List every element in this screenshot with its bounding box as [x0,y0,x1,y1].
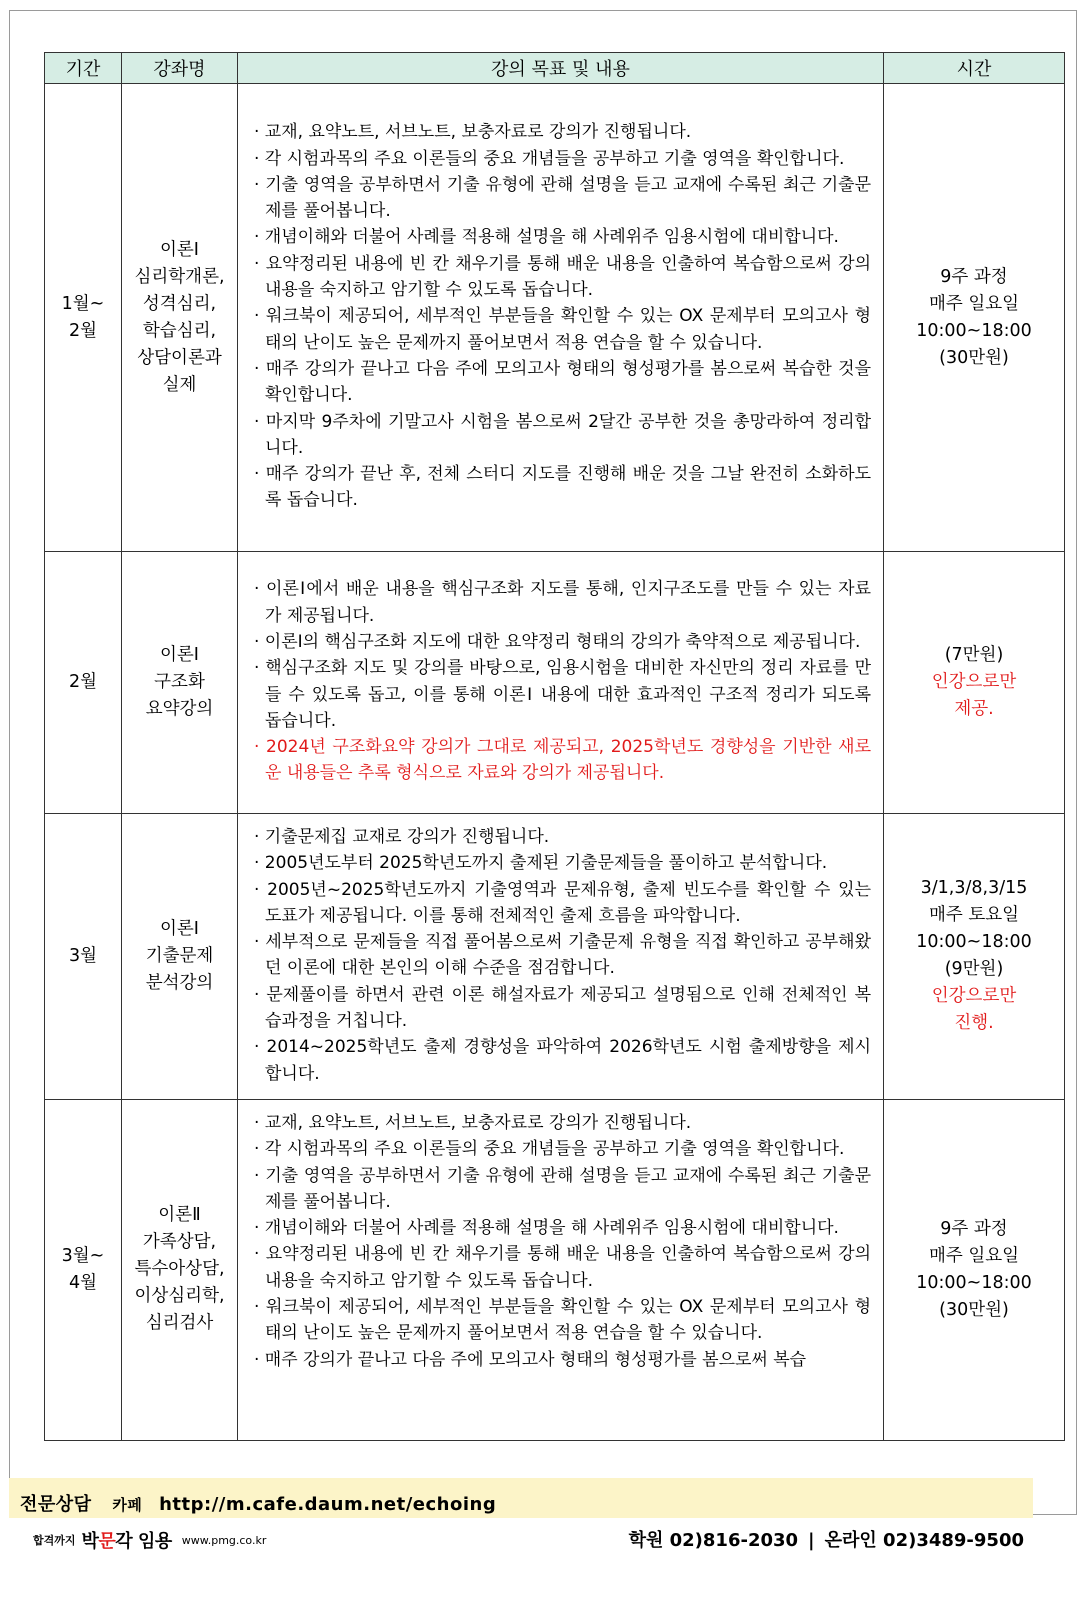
time-text: 매주 일요일 [928,1245,1020,1266]
header-time: 시간 [884,53,1065,84]
content-bullet: · 2005년도부터 2025학년도까지 출제된 기출문제들을 풀이하고 분석합니다. [254,853,828,874]
content-cell [238,84,884,552]
course-text: 요약강의 [145,699,214,719]
period-text: 2월 [68,320,98,341]
content-bullet: · 워크북이 제공되어, 세부적인 부분들을 확인할 수 있는 OX 문제부터 모의고사 형태의 난이도 높은 문제까지 풀어보면서 적용 연습을 할 수 있습니다. [254,1297,871,1344]
content-bullet: · 문제풀이를 하면서 관련 이론 해설자료가 제공되고 설명됨으로 인해 전체적인 복습과정을 거칩니다. [254,984,871,1032]
publisher-logo [33,1527,266,1553]
period-cell [45,814,122,1100]
time-text: 매주 일요일 [928,293,1020,314]
course-text: 구조화 [154,672,205,692]
time-note: 제공. [954,699,994,719]
period-cell [45,84,122,552]
content-bullet: · 개념이해와 더불어 사례를 적용해 설명을 해 사례위주 임용시험에 대비합니다. [254,227,839,248]
course-text: 이론Ⅰ [160,645,199,665]
logo-char: 박 [81,1531,99,1552]
contact-numbers [629,1526,1024,1552]
time-note: 진행. [954,1013,994,1034]
period-text: 4월 [68,1272,98,1293]
time-cell [884,1099,1065,1440]
course-text: 심리검사 [145,1313,214,1334]
content-bullet: · 매주 강의가 끝난 후, 전체 스터디 지도를 진행해 배운 것을 그날 완전히 소화하도록 돕습니다. [254,464,871,511]
schedule-table [44,52,1065,1441]
consult-label: 전문상담 [20,1494,92,1515]
period-text: 2월 [68,672,98,692]
content-cell [238,814,884,1100]
logo-char-accent: 문 [98,1531,116,1552]
course-text: 이론Ⅰ [160,239,199,260]
time-note: 인강으로만 [931,672,1017,692]
content-cell [238,552,884,814]
header-content: 강의 목표 및 내용 [238,53,884,84]
course-text: 특수아상담, [134,1259,225,1280]
content-bullet: · 이론Ⅰ의 핵심구조화 지도에 대한 요약정리 형태의 강의가 축약적으로 제공됩니다. [254,631,861,652]
content-bullet: · 매주 강의가 끝나고 다음 주에 모의고사 형태의 형성평가를 봄으로써 복습 [254,1349,807,1370]
time-text: 3/1,3/8,3/15 [920,878,1028,899]
header-period: 기간 [45,53,122,84]
consult-line [20,1490,496,1516]
cafe-label: 카페 [112,1496,143,1514]
table-row [45,814,1065,1100]
time-text: (7만원) [944,645,1004,665]
period-text: 3월 [68,945,98,966]
time-cell [884,552,1065,814]
time-text: 매주 토요일 [928,905,1020,926]
time-cell [884,814,1065,1100]
content-cell [238,1099,884,1440]
course-text: 성격심리, [142,293,217,314]
course-text: 심리학개론, [134,266,225,287]
content-bullet: · 매주 강의가 끝나고 다음 주에 모의고사 형태의 형성평가를 봄으로써 복습한 것을 확인합니다. [254,358,871,406]
course-text: 학습심리, [142,320,217,341]
period-text: 3월~ [61,1245,105,1266]
time-text: 9주 과정 [940,266,1008,287]
cafe-link[interactable]: http://m.cafe.daum.net/echoing [159,1494,497,1515]
logo-wordmark [82,1527,172,1553]
logo-tagline: 합격까지 [33,1534,76,1547]
time-cell [884,84,1065,552]
content-bullet: · 세부적으로 문제들을 직접 풀어봄으로써 기출문제 유형을 직접 확인하고 공부해왔던 이론에 대한 본인의 이해 수준을 점검합니다. [254,932,871,979]
content-bullet: · 기출 영역을 공부하면서 기출 유형에 관해 설명을 듣고 교재에 수록된 최근 기출문제를 풀어봅니다. [254,1165,871,1212]
time-text: 10:00~18:00 [916,320,1032,341]
content-bullet: · 교재, 요약노트, 서브노트, 보충자료로 강의가 진행됩니다. [254,1112,692,1133]
time-text: 10:00~18:00 [916,932,1032,953]
content-bullet: · 2005년~2025학년도까지 기출영역과 문제유형, 출제 빈도수를 확인할 수 있는 도표가 제공됩니다. 이를 통해 전체적인 출제 흐름을 파악합니다. [254,879,871,926]
content-bullet: · 이론Ⅰ에서 배운 내용을 핵심구조화 지도를 통해, 인지구조도를 만들 수 있는 자료가 제공됩니다. [254,579,871,626]
period-cell [45,1099,122,1440]
content-bullet: · 워크북이 제공되어, 세부적인 부분들을 확인할 수 있는 OX 문제부터 모의고사 형태의 난이도 높은 문제까지 풀어보면서 적용 연습을 할 수 있습니다. [254,306,871,353]
course-cell [122,814,238,1100]
course-cell [122,84,238,552]
course-text: 분석강의 [145,972,214,993]
content-bullet: · 기출 영역을 공부하면서 기출 유형에 관해 설명을 듣고 교재에 수록된 최근 기출문제를 풀어봅니다. [254,174,871,222]
table-row [45,1099,1065,1440]
course-cell [122,1099,238,1440]
period-cell [45,552,122,814]
logo-suffix: 임용 [132,1531,172,1552]
course-text: 기출문제 [145,945,214,966]
time-text: (30만원) [939,1299,1009,1320]
course-text: 이론Ⅱ [158,1205,201,1226]
time-text: 9주 과정 [940,1218,1008,1239]
time-note: 인강으로만 [931,986,1017,1007]
content-bullet: · 2014~2025학년도 출제 경향성을 파악하여 2026학년도 시험 출제방향을 제시합니다. [254,1037,871,1084]
time-text: (9만원) [944,959,1004,980]
course-text: 이상심리학, [134,1286,225,1307]
time-text: 10:00~18:00 [916,1272,1032,1293]
course-text: 상담이론과 [137,347,222,368]
content-bullet: · 교재, 요약노트, 서브노트, 보충자료로 강의가 진행됩니다. [254,122,692,143]
course-text: 이론Ⅰ [160,918,199,939]
time-text: (30만원) [939,347,1009,368]
table-row [45,552,1065,814]
content-bullet: · 요약정리된 내용에 빈 칸 채우기를 통해 배운 내용을 인출하여 복습함으로써 강의 내용을 숙지하고 암기할 수 있도록 돕습니다. [254,1244,871,1291]
academy-phone: 학원 02)816-2030 [628,1530,799,1551]
content-bullet: · 마지막 9주차에 기말고사 시험을 봄으로써 2달간 공부한 것을 총망라하여 정리합니다. [254,411,871,458]
content-bullet: · 각 시험과목의 주요 이론들의 중요 개념들을 공부하고 기출 영역을 확인합니다. [254,148,845,169]
table-header-row [45,53,1065,84]
content-bullet: · 기출문제집 교재로 강의가 진행됩니다. [254,827,550,847]
logo-char: 각 [115,1531,133,1552]
content-bullet: · 개념이해와 더불어 사례를 적용해 설명을 해 사례위주 임용시험에 대비합니다. [254,1218,839,1239]
content-bullet-highlight: · 2024년 구조화요약 강의가 그대로 제공되고, 2025학년도 경향성을 기반한 새로운 내용들은 추록 형식으로 자료와 강의가 제공됩니다. [254,737,871,784]
logo-url[interactable]: www.pmg.co.kr [181,1533,267,1547]
course-text: 가족상담, [142,1232,217,1253]
header-course: 강좌명 [122,53,238,84]
course-cell [122,552,238,814]
table-row [45,84,1065,552]
contact-separator: | [808,1530,815,1551]
period-text: 1월~ [61,293,105,314]
course-text: 실제 [162,374,197,395]
online-phone: 온라인 02)3489-9500 [824,1530,1024,1551]
content-bullet: · 각 시험과목의 주요 이론들의 중요 개념들을 공부하고 기출 영역을 확인합니다. [254,1139,845,1160]
content-bullet: · 핵심구조화 지도 및 강의를 바탕으로, 임용시험을 대비한 자신만의 정리 자료를 만들 수 있도록 돕고, 이를 통해 이론Ⅰ 내용에 대한 효과적인 구조적 정리가 되도록 돕습니다. [254,658,871,731]
content-bullet: · 요약정리된 내용에 빈 칸 채우기를 통해 배운 내용을 인출하여 복습함으로써 강의 내용을 숙지하고 암기할 수 있도록 돕습니다. [254,253,871,301]
